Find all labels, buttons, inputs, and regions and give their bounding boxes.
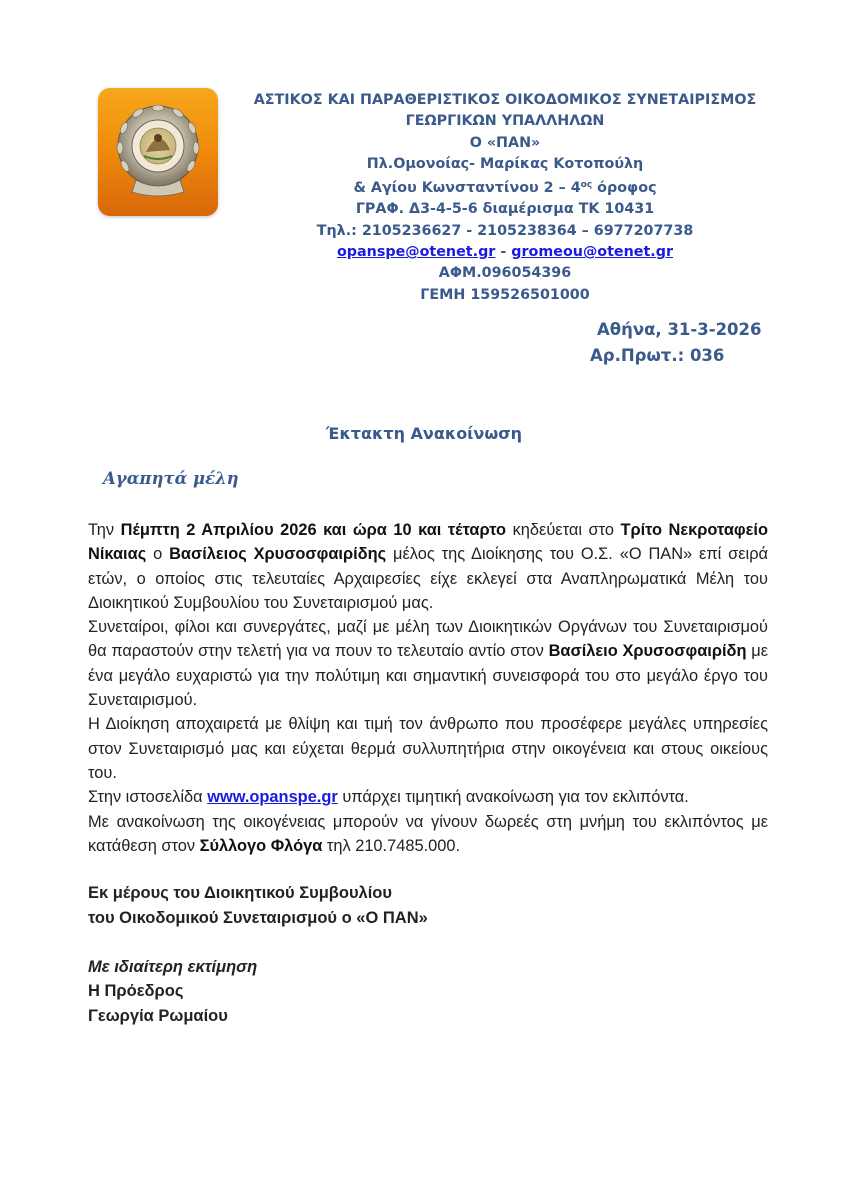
org-name-line2: ΓΕΩΡΓΙΚΩΝ ΥΠΑΛΛΗΛΩΝ <box>405 113 605 130</box>
closing-phrase <box>88 955 428 980</box>
text: τηλ 210.7485.000. <box>322 836 461 855</box>
email-separator: - <box>495 244 512 261</box>
cooperative-seal-emblem-icon <box>98 88 218 216</box>
phones-line: Τηλ.: 2105236627 - 2105238364 – 6977207738 <box>316 222 694 239</box>
text: Στην ιστοσελίδα <box>88 788 208 807</box>
text: ο <box>146 545 170 564</box>
paragraph-donations <box>88 810 768 859</box>
text: Συνεταίροι, φίλοι και συνεργάτες, μαζί με μέλη των Διοικητικών Οργάνων του Συνεταιρισμού θα παραστούν στην τελετή για να πουν το τελευταίο αντίο στον <box>88 618 768 661</box>
greeting: Αγαπητά μέλη <box>103 469 239 488</box>
org-short-name: «Ο ΠΑΝ» <box>356 908 428 927</box>
office-line: ΓΡΑΦ. Δ3-4-5-6 διαμέρισμα ΤΚ 10431 <box>355 201 655 218</box>
address-line2 <box>240 175 770 199</box>
signatory-role: Η Πρόεδρος <box>88 982 184 1000</box>
announcement-title: Έκτακτη Ανακοίνωση <box>325 424 523 443</box>
cemetery-name: Τρίτο Νεκροταφείο Νίκαιας <box>88 521 768 564</box>
paragraph-website <box>88 785 768 809</box>
email-link-opanspe[interactable]: opanspe@otenet.gr <box>336 244 496 261</box>
funeral-datetime: Πέμπτη 2 Απριλίου 2026 και ώρα 10 και τέταρτο <box>120 521 507 539</box>
paragraph-condolences: Η Διοίκηση αποχαιρετά με θλίψη και τιμή τον άνθρωπο που προσέφερε μεγάλες υπηρεσίες στον Συνεταιρισμό μας και εύχεται θερμά συλλυπητήρια στην οικογένεια και στους οικείους του. <box>88 715 768 782</box>
text: Με ανακοίνωση της οικογένειας μπορούν να γίνουν δωρεές στη μνήμη του εκλιπόντος με κατάθεση στον <box>88 812 768 855</box>
charity-name: Σύλλογο Φλόγα <box>199 836 323 855</box>
protocol-number: Αρ.Πρωτ.: 036 <box>590 346 725 365</box>
signature-block <box>88 881 428 1028</box>
text: υπάρχει τιμητική ανακοίνωση για τον εκλιπόντα. <box>337 788 689 807</box>
address-line2-floor: όροφος <box>592 180 657 197</box>
text: κηδεύεται στο <box>506 521 621 539</box>
floor-ordinal: ος <box>580 180 593 191</box>
text: με ένα μεγάλο ευχαριστώ για την πολύτιμη και σημαντική συνεισφορά του στο μεγάλο έργο του Συνεταιρισμού. <box>88 642 768 710</box>
letterhead <box>240 90 770 306</box>
website-link[interactable]: www.opanspe.gr <box>207 788 338 807</box>
letter-date: Αθήνα, 31-3-2026 <box>597 320 762 339</box>
announcement-body <box>88 518 768 858</box>
text: μέλος της Διοίκησης του Ο.Σ. «Ο ΠΑΝ» επί σειρά ετών, ο οποίος στις τελευταίες Αρχαιρεσίες είχε εκλεγεί στα Αναπληρωματικά Μέλη του Διοικητικού Συμβουλίου του Συνεταιρισμού μας. <box>88 545 769 612</box>
address-line1: Πλ.Ομονοίας- Μαρίκας Κοτοπούλη <box>366 155 644 172</box>
org-name-line1: ΑΣΤΙΚΟΣ ΚΑΙ ΠΑΡΑΘΕΡΙΣΤΙΚΟΣ ΟΙΚΟΔΟΜΙΚΟΣ ΣΥΝΕΤΑΙΡΙΣΜΟΣ <box>253 92 757 108</box>
paragraph-ceremony <box>88 615 768 712</box>
text: Με ιδιαίτερη εκτίμηση <box>88 957 258 976</box>
tax-id-line: ΑΦΜ.096054396 <box>438 265 572 282</box>
gemi-line: ΓΕΜΗ 159526501000 <box>420 286 590 303</box>
signature-line1: Εκ μέρους του Διοικητικού Συμβουλίου <box>88 884 392 902</box>
address-line2-main: & Αγίου Κωνσταντίνου 2 – 4 <box>353 180 581 197</box>
email-link-gromeou[interactable]: gromeou@otenet.gr <box>511 244 674 261</box>
text: Την <box>88 521 121 539</box>
emails-line <box>240 242 770 263</box>
org-name-line3: Ο «ΠΑΝ» <box>469 134 541 151</box>
organization-logo <box>98 88 218 216</box>
deceased-name: Βασίλειος Χρυσοσφαιρίδης <box>169 545 387 564</box>
text: του Οικοδομικού Συνεταιρισμού ο <box>88 908 357 927</box>
signatory-name: Γεωργία Ρωμαίου <box>88 1006 228 1025</box>
deceased-name: Βασίλειο Χρυσοσφαιρίδη <box>548 642 747 661</box>
signature-line2 <box>88 906 428 931</box>
paragraph-funeral <box>88 518 768 615</box>
